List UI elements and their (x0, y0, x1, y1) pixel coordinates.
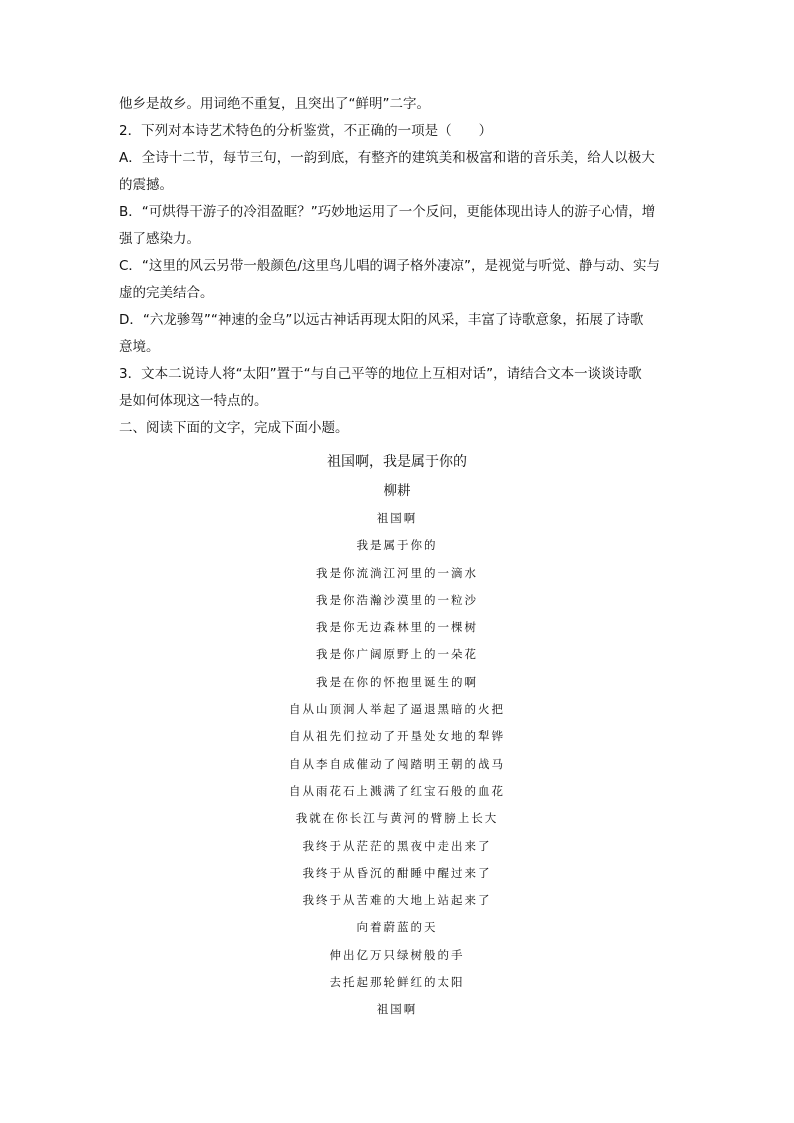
option-b-line-2: 强了感染力。 (119, 231, 200, 247)
option-b-line-1: B．“可烘得干游子的冷泪盈眶？”巧妙地运用了一个反问，更能体现出诗人的游子心情，增 (119, 204, 656, 220)
questions-section (119, 91, 675, 442)
section-heading: 二、阅读下面的文字，完成下面小题。 (119, 420, 349, 436)
poem-line: 向着蔚蓝的天 (356, 920, 438, 935)
poem-line: 伸出亿万只绿树般的手 (329, 947, 465, 962)
poem-title: 祖国啊，我是属于你的 (327, 454, 467, 470)
poem-line: 我终于从茫茫的黑夜中走出来了 (302, 838, 492, 853)
option-d-line-1: D．“六龙骖驾”“神速的金乌”以远古神话再现太阳的风采，丰富了诗歌意象，拓展了诗歌 (119, 312, 644, 328)
option-c-line-2: 虚的完美结合。 (119, 285, 214, 301)
poem-line: 我终于从昏沉的酣睡中醒过来了 (302, 865, 492, 880)
question-3-line-1: 3．文本二说诗人将“太阳”置于“与自己平等的地位上互相对话”，请结合文本一谈谈诗歌 (119, 366, 642, 382)
option-a-line-2: 的震撼。 (119, 177, 173, 193)
poem-author: 柳耕 (383, 483, 411, 499)
poem-line: 祖国啊 (376, 511, 418, 525)
question-3-line-2: 是如何体现这一特点的。 (119, 393, 268, 409)
poem-line: 祖国啊 (376, 1002, 418, 1017)
poem-line: 我是你流淌江河里的一滴水 (316, 565, 478, 580)
poem-line: 我就在你长江与黄河的臂膀上长大 (295, 811, 499, 826)
option-c-line-1: C．“这里的风云另带一般颜色/这里鸟儿唱的调子格外凄凉”，是视觉与听觉、静与动、实与 (119, 258, 660, 274)
poem-line: 我是你无边森林里的一棵树 (316, 620, 478, 635)
question-2: 2．下列对本诗艺术特色的分析鉴赏，不正确的一项是（ ） (119, 123, 493, 139)
poem-line: 我是在你的怀抱里诞生的啊 (316, 674, 478, 689)
poem-line: 自从李自成催动了闯踏明王朝的战马 (289, 756, 505, 771)
poem-section (119, 447, 675, 1024)
poem-line: 自从祖先们拉动了开垦处女地的犁铧 (289, 729, 505, 744)
poem-line: 自从雨花石上溅满了红宝石般的血花 (289, 783, 505, 798)
text-line: 他乡是故乡。用词绝不重复，且突出了“鲜明”二字。 (119, 96, 430, 112)
poem-line: 我终于从苦难的大地上站起来了 (302, 893, 492, 908)
option-a-line-1: A．全诗十二节，每节三句，一韵到底，有整齐的建筑美和极富和谐的音乐美，给人以极大 (119, 150, 655, 166)
poem-line: 自从山顶洞人举起了逼退黑暗的火把 (289, 702, 505, 717)
poem-line: 去托起那轮鲜红的太阳 (329, 975, 465, 990)
poem-body (119, 505, 675, 1024)
poem-line: 我是你广阔原野上的一朵花 (316, 647, 478, 662)
poem-line: 我是属于你的 (356, 538, 438, 553)
option-d-line-2: 意境。 (119, 339, 160, 355)
poem-line: 我是你浩瀚沙漠里的一粒沙 (316, 592, 478, 607)
